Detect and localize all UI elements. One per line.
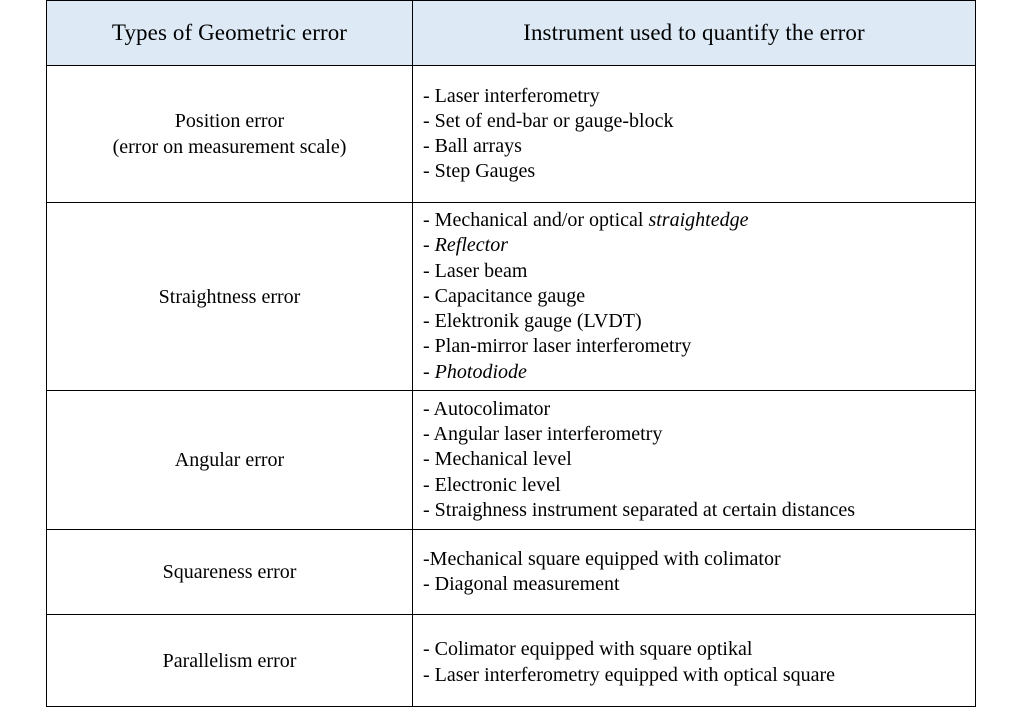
error-type-sublabel: (error on measurement scale) [112,136,347,158]
instrument-italic-text: Reflector [434,234,508,257]
instrument-item: - Electronic level [423,473,561,496]
instrument-item [423,208,975,233]
table-row-parallelism-error [47,615,976,707]
instrument-item: - Set of end-bar or gauge-block [423,109,674,132]
instrument-cell [413,66,976,203]
error-type-label: Angular error [174,449,285,471]
instrument-item: - Laser beam [423,259,528,282]
instrument-italic-text: Photodiode [434,360,527,383]
instrument-list [423,547,975,597]
instrument-cell [413,530,976,615]
table-header-row [47,1,976,66]
table-row-position-error [47,66,976,203]
instrument-text: - [423,234,435,257]
table-row-straightness-error [47,203,976,391]
error-type-cell [47,615,413,707]
instrument-item: - Laser interferometry [423,84,600,107]
error-type-label: Squareness error [162,561,297,583]
instrument-item: - Elektronik gauge (LVDT) [423,310,642,333]
instrument-item: - Colimator equipped with square optikal [423,638,753,661]
instrument-item: - Capacitance gauge [423,284,586,307]
instrument-item: - Step Gauges [423,160,536,183]
error-type-cell [47,66,413,203]
instrument-cell [413,203,976,391]
error-type-cell [47,530,413,615]
instrument-cell [413,391,976,530]
instrument-item: - Ball arrays [423,135,522,157]
table-row-angular-error [47,391,976,530]
instrument-item: - Autocolimator [423,397,551,420]
instrument-list [423,397,975,523]
error-type-label: Straightness error [158,285,301,308]
instrument-item: - Diagonal measurement [423,573,620,595]
instrument-list [423,208,975,384]
table-row-squareness-error [47,530,976,615]
instrument-item: - Mechanical level [423,448,572,471]
instrument-list [423,84,975,185]
error-type-cell [47,203,413,391]
instrument-item: - Plan-mirror laser interferometry [423,335,692,358]
error-type-cell [47,391,413,530]
instrument-italic-text: straightedge [648,209,749,232]
geometric-error-table [46,0,976,707]
instrument-text: - [423,360,435,383]
instrument-item: -Mechanical square equipped with colimator [423,547,781,570]
instrument-item: - Straighness instrument separated at certain distances [423,498,856,521]
instrument-list [423,637,975,687]
instrument-item [423,360,975,385]
instrument-item: - Angular laser interferometry [423,423,663,446]
instrument-text: - Mechanical and/or optical [423,209,649,232]
error-type-label: Position error [174,110,285,132]
header-types-of-geometric-error: Types of Geometric error [47,1,413,66]
instrument-cell [413,615,976,707]
instrument-item: - Laser interferometry equipped with optical square [423,663,836,686]
header-instrument-used: Instrument used to quantify the error [413,1,976,66]
error-type-label: Parallelism error [162,649,297,672]
instrument-item [423,233,975,258]
